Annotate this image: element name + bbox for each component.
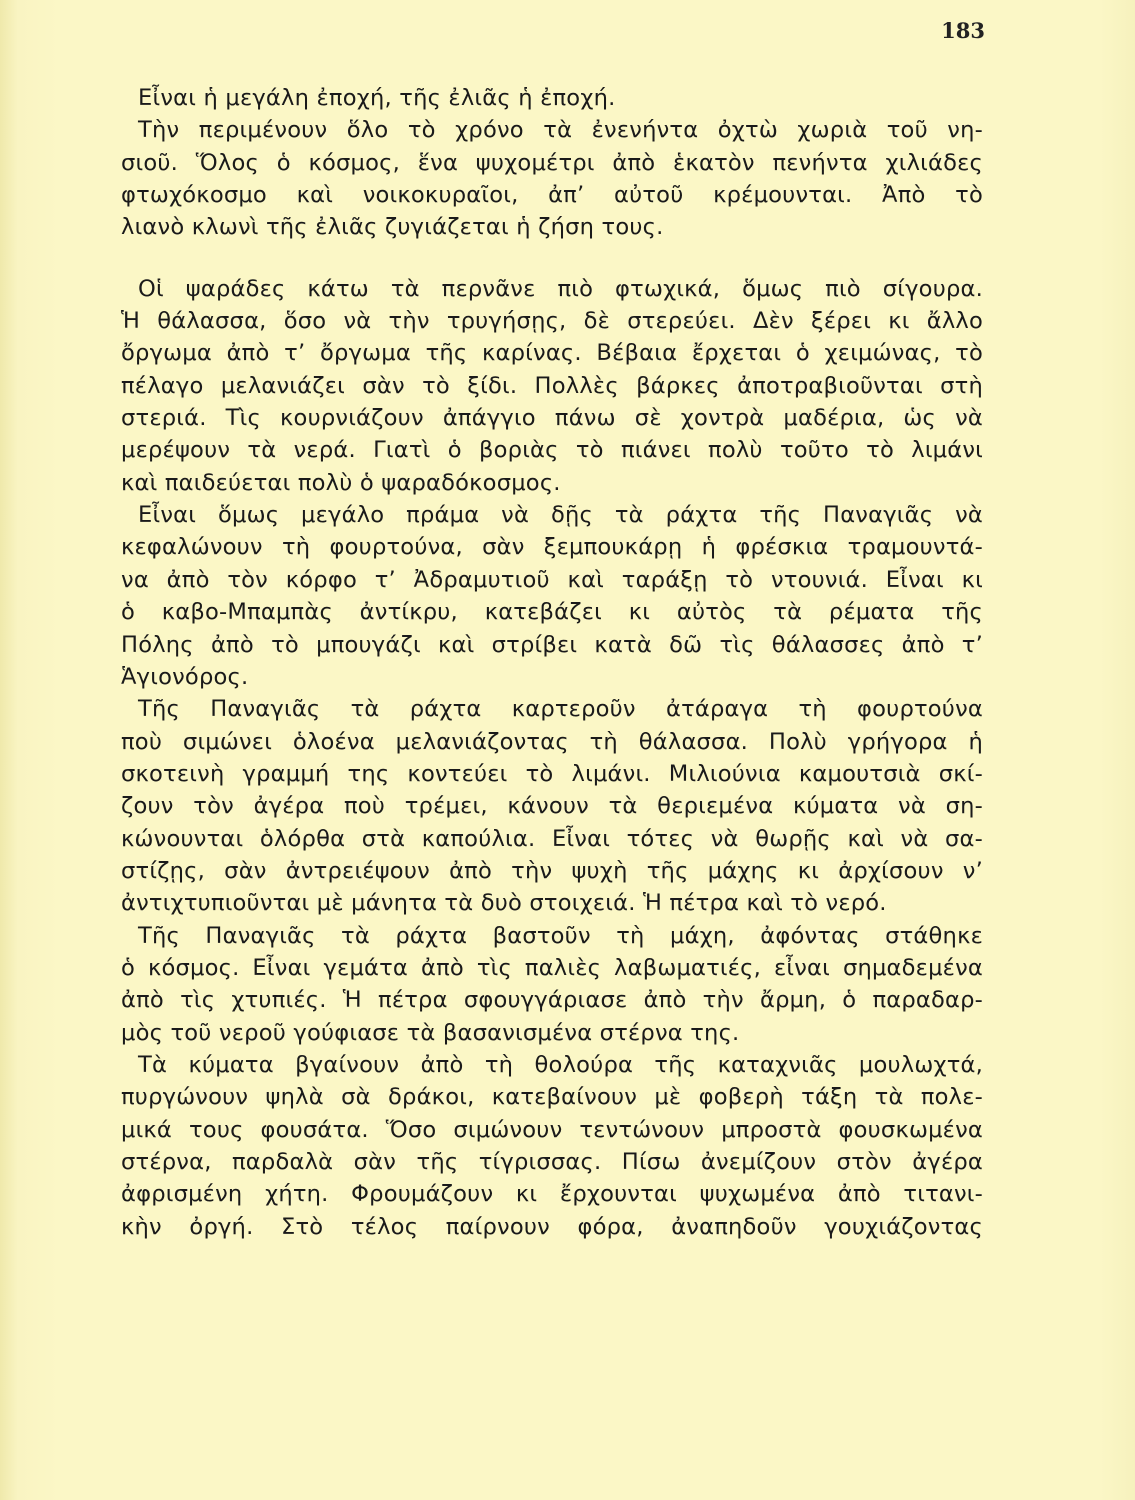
- text-line: να ἀπὸ τὸν κόρφο τ’ Ἀδραμυτιοῦ καὶ ταράξῃ τὸ ντουνιά. Εἶναι κι: [121, 566, 983, 593]
- text-line: Ἡ θάλασσα, ὅσο νὰ τὴν τρυγήσῃς, δὲ στερεύει. Δὲν ξέρει κι ἄλλο: [121, 308, 983, 335]
- text-line: Εἶναι ὅμως μεγάλο πράμα νὰ δῇς τὰ ράχτα τῆς Παναγιᾶς νὰ: [138, 502, 983, 529]
- text-line: Ἁγιονόρος.: [121, 663, 249, 690]
- text-line: ὄργωμα ἀπὸ τ’ ὄργωμα τῆς καρίνας. Βέβαια ἔρχεται ὁ χειμώνας, τὸ: [121, 340, 983, 367]
- text-line: μὸς τοῦ νεροῦ γούφιασε τὰ βασανισμένα στέρνα της.: [121, 1019, 740, 1046]
- text-line: Τῆς Παναγιᾶς τὰ ράχτα βαστοῦν τὴ μάχη, ἀφόντας στάθηκε: [138, 922, 983, 949]
- text-line: ἀντιχτυπιοῦνται μὲ μάνητα τὰ δυὸ στοιχειά. Ἡ πέτρα καὶ τὸ νερό.: [121, 890, 887, 917]
- text-line: κεφαλώνουν τὴ φουρτούνα, σὰν ξεμπουκάρῃ ἡ φρέσκια τραμουντά-: [121, 534, 983, 561]
- text-line: Τῆς Παναγιᾶς τὰ ράχτα καρτεροῦν ἀτάραγα τὴ φουρτούνα: [138, 696, 983, 723]
- text-line: καὶ παιδεύεται πολὺ ὁ ψαραδόκοσμος.: [121, 469, 561, 496]
- paragraph-2: [121, 114, 983, 243]
- text-line: Τὴν περιμένουν ὅλο τὸ χρόνο τὰ ἐνενήντα ὀχτὼ χωριὰ τοῦ νη-: [138, 117, 983, 144]
- paragraph-1: [121, 82, 983, 114]
- text-line: ζουν τὸν ἀγέρα ποὺ τρέμει, κάνουν τὰ θεριεμένα κύματα νὰ ση-: [121, 793, 983, 820]
- text-line: φτωχόκοσμο καὶ νοικοκυραῖοι, ἀπ’ αὐτοῦ κρέμουνται. Ἀπὸ τὸ: [121, 182, 983, 209]
- text-line: κώνουνται ὁλόρθα στὰ καπούλια. Εἶναι τότες νὰ θωρῇς καὶ νὰ σα-: [121, 825, 983, 852]
- paragraph-3: [121, 273, 983, 499]
- text-line: μικά τους φουσάτα. Ὅσο σιμώνουν τεντώνουν μπροστὰ φουσκωμένα: [121, 1116, 983, 1143]
- text-line: σιοῦ. Ὅλος ὁ κόσμος, ἕνα ψυχομέτρι ἀπὸ ἑκατὸν πενήντα χιλιάδες: [121, 149, 983, 176]
- text-line: ὁ κόσμος. Εἶναι γεμάτα ἀπὸ τὶς παλιὲς λαβωματιές, εἶναι σημαδεμένα: [121, 954, 983, 981]
- text-line: στεριά. Τὶς κουρνιάζουν ἀπάγγιο πάνω σὲ χοντρὰ μαδέρια, ὡς νὰ: [121, 405, 983, 432]
- text-line: ἀπὸ τὶς χτυπιές. Ἡ πέτρα σφουγγάριασε ἀπὸ τὴν ἄρμη, ὁ παραδαρ-: [121, 987, 983, 1014]
- page-number: 183: [941, 18, 985, 43]
- paragraph-7: [121, 1049, 983, 1243]
- text-line: Οἱ ψαράδες κάτω τὰ περνᾶνε πιὸ φτωχικά, ὅμως πιὸ σίγουρα.: [138, 275, 983, 302]
- text-line: πέλαγο μελανιάζει σὰν τὸ ξίδι. Πολλὲς βάρκες ἀποτραβιοῦνται στὴ: [121, 372, 983, 399]
- text-line: Τὰ κύματα βγαίνουν ἀπὸ τὴ θολούρα τῆς καταχνιᾶς μουλωχτά,: [138, 1051, 983, 1078]
- paragraph-6: [121, 920, 983, 1049]
- text-line: ὁ καβο-Μπαμπὰς ἀντίκρυ, κατεβάζει κι αὐτὸς τὰ ρέματα τῆς: [121, 599, 983, 626]
- text-line: Πόλης ἀπὸ τὸ μπουγάζι καὶ στρίβει κατὰ δῶ τὶς θάλασσες ἀπὸ τ’: [121, 631, 983, 658]
- text-line: μερέψουν τὰ νερά. Γιατὶ ὁ βοριὰς τὸ πιάνει πολὺ τοῦτο τὸ λιμάνι: [121, 437, 983, 464]
- body-text: [121, 82, 983, 1243]
- paragraph-5: [121, 693, 983, 919]
- text-line: κὴν ὀργή. Στὸ τέλος παίρνουν φόρα, ἀναπηδοῦν γουχιάζοντας: [121, 1213, 983, 1240]
- text-line: ἀφρισμένη χήτη. Φρουμάζουν κι ἔρχουνται ψυχωμένα ἀπὸ τιτανι-: [121, 1181, 983, 1208]
- text-line: Εἶναι ἡ μεγάλη ἐποχή, τῆς ἐλιᾶς ἡ ἐποχή.: [138, 85, 616, 111]
- text-line: ποὺ σιμώνει ὁλοένα μελανιάζοντας τὴ θάλασσα. Πολὺ γρήγορα ἡ: [121, 728, 983, 755]
- text-line: στέρνα, παρδαλὰ σὰν τῆς τίγρισσας. Πίσω ἀνεμίζουν στὸν ἀγέρα: [121, 1149, 983, 1175]
- text-line: πυργώνουν ψηλὰ σὰ δράκοι, κατεβαίνουν μὲ φοβερὴ τάξη τὰ πολε-: [121, 1084, 983, 1111]
- text-line: στίζῃς, σὰν ἀντρειέψουν ἀπὸ τὴν ψυχὴ τῆς μάχης κι ἀρχίσουν ν’: [121, 857, 983, 884]
- text-line: λιανὸ κλωνὶ τῆς ἐλιᾶς ζυγιάζεται ἡ ζήση τους.: [121, 214, 664, 241]
- paragraph-4: [121, 499, 983, 693]
- text-line: σκοτεινὴ γραμμή της κοντεύει τὸ λιμάνι. Μιλιούνια καμουτσιὰ σκί-: [121, 760, 983, 787]
